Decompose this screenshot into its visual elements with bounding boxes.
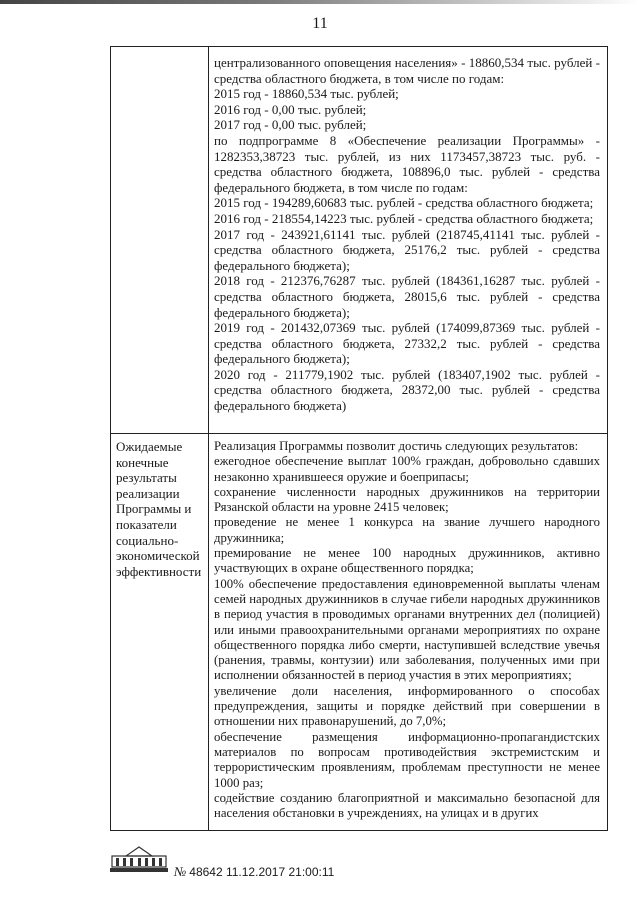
paragraph: ежегодное обеспечение выплат 100% граждан, добровольно сдавших незаконно хранившееся оружие и боеприпасы; — [214, 454, 600, 484]
program-passport-table — [110, 46, 608, 831]
label-line: Ожидаемые — [116, 439, 183, 454]
paragraph: содействие созданию благоприятной и максимально безопасной для населения обстановки в учреждениях, на улицах и в других — [214, 790, 600, 821]
registration-info: 48642 11.12.2017 21:00:11 — [189, 865, 335, 879]
label-line: экономической — [116, 548, 200, 564]
building-stamp-icon — [108, 844, 170, 874]
row-divider — [111, 433, 607, 434]
column-divider — [208, 47, 209, 830]
number-sign: № — [174, 864, 187, 879]
paragraph: 2016 год - 218554,14223 тыс. рублей - средства областного бюджета; — [214, 210, 594, 226]
scan-edge — [0, 0, 640, 4]
registration-stamp — [174, 864, 334, 880]
paragraph: 2015 год - 18860,534 тыс. рублей; — [214, 86, 399, 102]
paragraph: Реализация Программы позволит достичь следующих результатов: — [214, 439, 579, 453]
funding-details-cell — [214, 55, 600, 414]
paragraph: проведение не менее 1 конкурса на звание лучшего народного дружинника; — [214, 515, 600, 545]
paragraph: 2017 год - 0,00 тыс. рублей; — [214, 117, 367, 133]
paragraph: централизованного оповещения населения» - 18860,534 тыс. рублей - средства областного бюджета, в том числе по годам: — [214, 55, 600, 86]
paragraph: 2018 год - 212376,76287 тыс. рублей (184361,16287 тыс. рублей - средства областного бюджета, 28015,6 тыс. рублей - средства федерального бюджета); — [214, 273, 600, 320]
label-line: конечные — [116, 454, 169, 470]
paragraph: 2019 год - 201432,07369 тыс. рублей (174099,87369 тыс. рублей - средства областного бюджета, 27332,2 тыс. рублей - средства федерального бюджета); — [214, 320, 600, 367]
label-line: реализации — [116, 485, 180, 501]
paragraph: сохранение численности народных дружинников на территории Рязанской области на уровне 2415 человек; — [214, 484, 600, 515]
expected-results-label — [116, 439, 206, 579]
paragraph: 2016 год - 0,00 тыс. рублей; — [214, 101, 367, 117]
paragraph: премирование не менее 100 народных дружинников, активно участвующих в охране общественного порядка; — [214, 546, 600, 576]
label-line: Программы и — [116, 501, 192, 517]
paragraph: обеспечение размещения информационно-пропагандистских материалов по вопросам противодействия экстремистским и террористическим проявлениям, проблемам преступности не менее 1000 раз; — [214, 729, 600, 790]
paragraph: по подпрограмме 8 «Обеспечение реализации Программы» - 1282353,38723 тыс. рублей, из них 1173457,38723 тыс. руб. - средства областного бюджета, 108896,0 тыс. рублей - средства федерального бюджета, в том числе по годам: — [214, 132, 600, 195]
page-number: 11 — [312, 15, 328, 32]
label-line: показатели — [116, 516, 177, 532]
label-line: социально- — [116, 532, 179, 548]
paragraph: увеличение доли населения, информированного о способах предупреждения, защиты и порядке действий при совершении в отношении них правонарушений, до 7,0%; — [214, 683, 600, 729]
label-line: эффективности — [116, 563, 202, 579]
paragraph: 2020 год - 211779,1902 тыс. рублей (183407,1902 тыс. рублей - средства областного бюджета, 28372,00 тыс. рублей - средства федерального бюджета) — [214, 366, 600, 414]
paragraph: 100% обеспечение предоставления единовременной выплаты членам семей народных дружинников в случае гибели народных дружинников в период участия в проводимых органами внутренних дел (полицией) или иными правоохранительными органами мероприятиях по охране общественного порядка либо смерти, наступившей вследствие увечья (ранения, травмы, контузии) или заболевания, полученных ими при исполнении обязанностей в период участия в этих мероприятиях; — [214, 576, 600, 683]
label-line: результаты — [116, 470, 177, 486]
expected-results-cell — [214, 439, 600, 821]
paragraph: 2017 год - 243921,61141 тыс. рублей (218745,41141 тыс. рублей - средства областного бюджета, 25176,2 тыс. рублей - средства федерального бюджета); — [214, 226, 600, 273]
paragraph: 2015 год - 194289,60683 тыс. рублей - средства областного бюджета; — [214, 195, 594, 211]
